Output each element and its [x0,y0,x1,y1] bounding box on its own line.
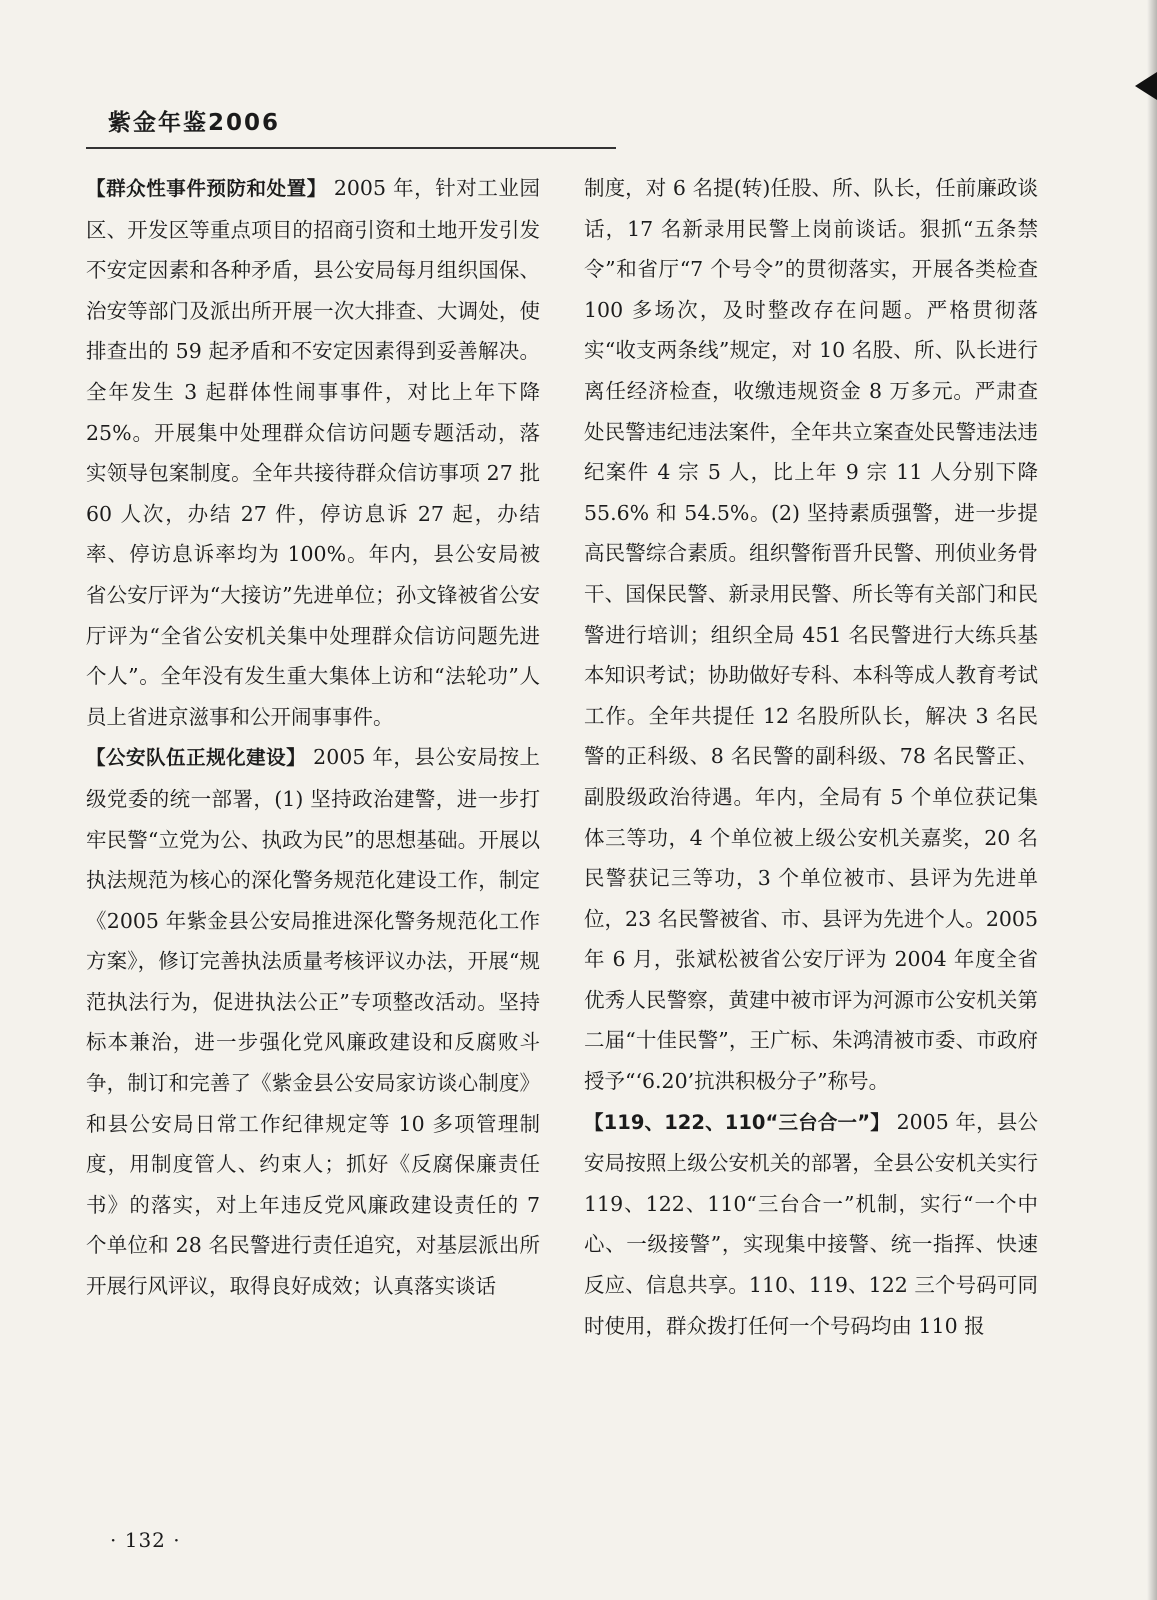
running-head: 紫金年鉴2006 [108,110,281,136]
page-number: · 132 · [110,1528,181,1552]
section-heading-police-force-building: 【公安队伍正规化建设】 [86,746,307,770]
paragraph-text: 制度，对 6 名提(转)任股、所、队长，任前廉政谈话，17 名新录用民警上岗前谈话。狠抓“五条禁令”和省厅“7 个号令”的贯彻落实，开展各类检查 100 多场次，及时整改存在问题。严格贯彻落实“收支两条线”规定，对 10 名股、所、队长进行离任经济检查，收缴违规资金 8 万多元。严肃查处民警违纪违法案件，全年共立案查处民警违法违纪案件 4 宗 5 人，比上年 9 宗 11 人分别下降 55.6% 和 54.5%。(2) 坚持素质强警，进一步提高民警综合素质。组织警衔晋升民警、刑侦业务骨干、国保民警、新录用民警、所长等有关部门和民警进行培训；组织全局 451 名民警进行大练兵基本知识考试；协助做好专科、本科等成人教育考试工作。全年共提任 12 名股所队长，解决 3 名民警的正科级、8 名民警的副科级、78 名民警正、副股级政治待遇。年内，全局有 5 个单位获记集体三等功，4 个单位被上级公安机关嘉奖，20 名民警获记三等功，3 个单位被市、县评为先进单位，23 名民警被省、市、县评为先进个人。2005 年 6 月，张斌松被省公安厅评为 2004 年度全省优秀人民警察，黄建中被市评为河源市公安机关第二届“十佳民警”，王广标、朱鸿清被市委、市政府授予“‘6.20’抗洪积极分子”称号。 [584,176,1038,1094]
left-column [86,168,540,1498]
paragraph-three-in-one [584,1102,1038,1347]
section-heading-mass-incidents: 【群众性事件预防和处置】 [86,177,327,200]
section-heading-three-in-one: 【119、122、110“三台合一”】 [584,1110,890,1134]
paragraph-mass-incidents [86,168,540,737]
header-rule [86,147,616,149]
paragraph-police-force-building [86,737,540,1306]
paragraph-police-force-building-continued [584,168,1038,1102]
paragraph-text: 2005 年，针对工业园区、开发区等重点项目的招商引资和土地开发引发不安定因素和各种矛盾，县公安局每月组织国保、治安等部门及派出所开展一次大排查、大调处，使排查出的 59 起矛盾和不安定因素得到妥善解决。全年发生 3 起群体性闹事事件，对比上年下降 25%。开展集中处理群众信访问题专题活动，落实领导包案制度。全年共接待群众信访事项 27 批 60 人次，办结 27 件，停访息诉 27 起，办结率、停访息诉率均为 100%。年内，县公安局被省公安厅评为“大接访”先进单位；孙文锋被省公安厅评为“全省公安机关集中处理群众信访问题先进个人”。全年没有发生重大集体上访和“法轮功”人员上省进京滋事和公开闹事事件。 [86,176,540,729]
right-column [584,168,1038,1498]
scan-edge-shadow [1147,0,1157,1600]
binding-mark-icon [1135,72,1157,100]
paragraph-text: 2005 年，县公安局按上级党委的统一部署，(1) 坚持政治建警，进一步打牢民警“立党为公、执政为民”的思想基础。开展以执法规范为核心的深化警务规范化建设工作，制定《2005 年紫金县公安局推进深化警务规范化工作方案》，修订完善执法质量考核评议办法，开展“规范执法行为，促进执法公正”专项整改活动。坚持标本兼治，进一步强化党风廉政建设和反腐败斗争，制订和完善了《紫金县公安局家访谈心制度》和县公安局日常工作纪律规定等 10 多项管理制度，用制度管人、约束人；抓好《反腐保廉责任书》的落实，对上年违反党风廉政建设责任的 7 个单位和 28 名民警进行责任追究，对基层派出所开展行风评议，取得良好成效；认真落实谈话 [86,745,540,1299]
paragraph-text: 2005 年，县公安局按照上级公安机关的部署，全县公安机关实行 119、122、110“三台合一”机制，实行“一个中心、一级接警”，实现集中接警、统一指挥、快速反应、信息共享。110、119、122 三个号码可同时使用，群众拨打任何一个号码均由 110 报 [584,1109,1038,1338]
